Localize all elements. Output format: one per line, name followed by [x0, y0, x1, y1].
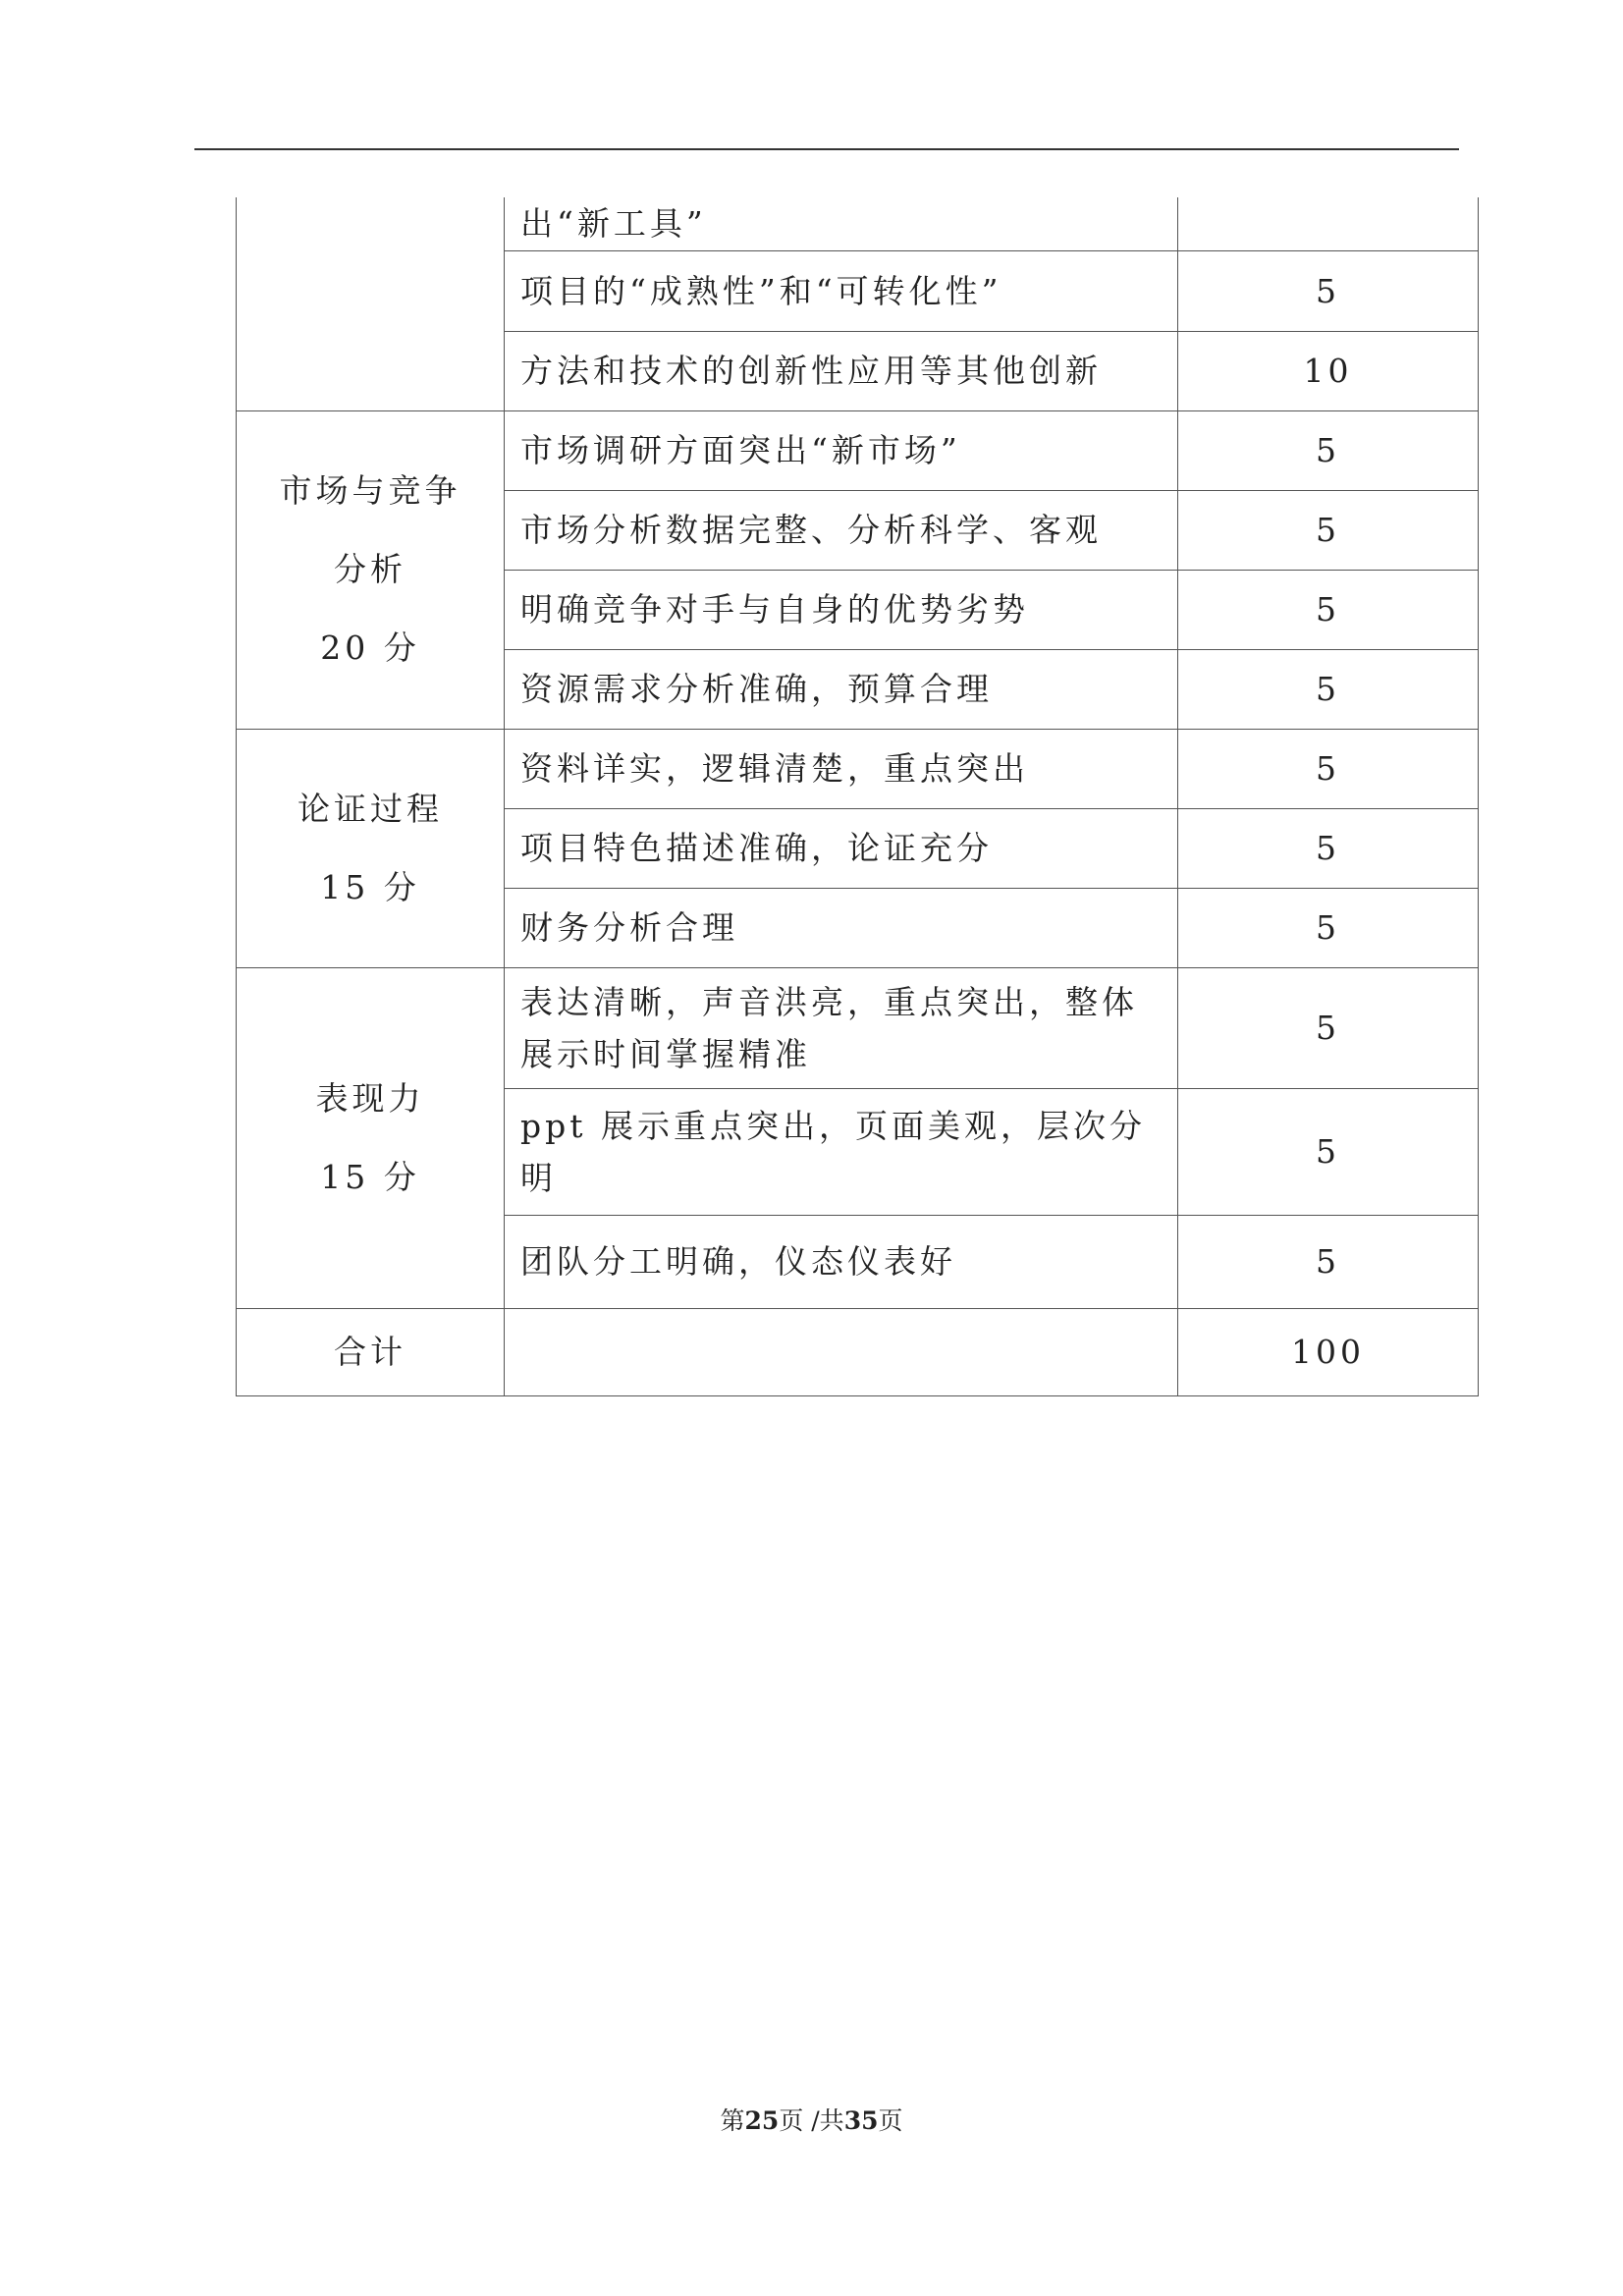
category-line: 15 分 — [320, 1157, 420, 1196]
category-cell — [237, 410, 505, 729]
score-cell: 5 — [1178, 570, 1479, 649]
score-cell: 5 — [1178, 808, 1479, 888]
category-line: 合计 — [334, 1332, 406, 1371]
table-row — [237, 197, 1479, 250]
criterion-cell: 项目特色描述准确，论证充分 — [505, 808, 1178, 888]
criterion-cell: 资源需求分析准确，预算合理 — [505, 649, 1178, 729]
score-cell: 100 — [1178, 1308, 1479, 1395]
category-line: 市场与竞争 — [279, 471, 461, 510]
score-cell: 5 — [1178, 967, 1479, 1088]
category-line: 20 分 — [320, 629, 420, 667]
page-suffix: 页 — [878, 2106, 903, 2135]
page-current: 25 — [744, 2106, 780, 2135]
page-prefix: 第 — [720, 2106, 745, 2135]
scoring-table — [236, 197, 1479, 1396]
category-cell — [237, 197, 505, 410]
criterion-cell: 市场调研方面突出“新市场” — [505, 410, 1178, 490]
score-cell: 5 — [1178, 1215, 1479, 1308]
criterion-cell: 团队分工明确，仪态仪表好 — [505, 1215, 1178, 1308]
score-cell: 5 — [1178, 888, 1479, 967]
criterion-cell: 出“新工具” — [505, 197, 1178, 250]
category-cell — [237, 1308, 505, 1395]
category-line: 分析 — [334, 550, 406, 588]
category-cell — [237, 729, 505, 967]
table-row — [237, 729, 1479, 808]
score-cell: 5 — [1178, 649, 1479, 729]
score-cell: 5 — [1178, 1088, 1479, 1215]
criterion-cell: 方法和技术的创新性应用等其他创新 — [505, 331, 1178, 410]
page-footer — [0, 2102, 1623, 2137]
score-cell: 5 — [1178, 490, 1479, 570]
page-mid: 页 /共 — [779, 2106, 844, 2135]
criterion-cell: 财务分析合理 — [505, 888, 1178, 967]
score-cell: 5 — [1178, 729, 1479, 808]
page-total: 35 — [843, 2106, 879, 2135]
category-cell — [237, 967, 505, 1308]
table-row — [237, 967, 1479, 1088]
category-line: 论证过程 — [298, 789, 443, 828]
criterion-cell: 项目的“成熟性”和“可转化性” — [505, 250, 1178, 331]
criterion-cell: 市场分析数据完整、分析科学、客观 — [505, 490, 1178, 570]
category-line: 15 分 — [320, 867, 420, 906]
criterion-cell: 表达清晰，声音洪亮，重点突出，整体展示时间掌握精准 — [505, 967, 1178, 1088]
score-cell: 10 — [1178, 331, 1479, 410]
score-cell: 5 — [1178, 250, 1479, 331]
criterion-cell: 资料详实，逻辑清楚，重点突出 — [505, 729, 1178, 808]
category-line: 表现力 — [315, 1078, 425, 1118]
criterion-cell: ppt 展示重点突出，页面美观，层次分明 — [505, 1088, 1178, 1215]
score-cell: 5 — [1178, 410, 1479, 490]
table-row — [237, 410, 1479, 490]
scoring-table-body — [237, 197, 1479, 1395]
criterion-cell — [505, 1308, 1178, 1395]
criterion-cell: 明确竞争对手与自身的优势劣势 — [505, 570, 1178, 649]
table-row — [237, 1308, 1479, 1395]
header-rule — [194, 148, 1459, 150]
score-cell — [1178, 197, 1479, 250]
